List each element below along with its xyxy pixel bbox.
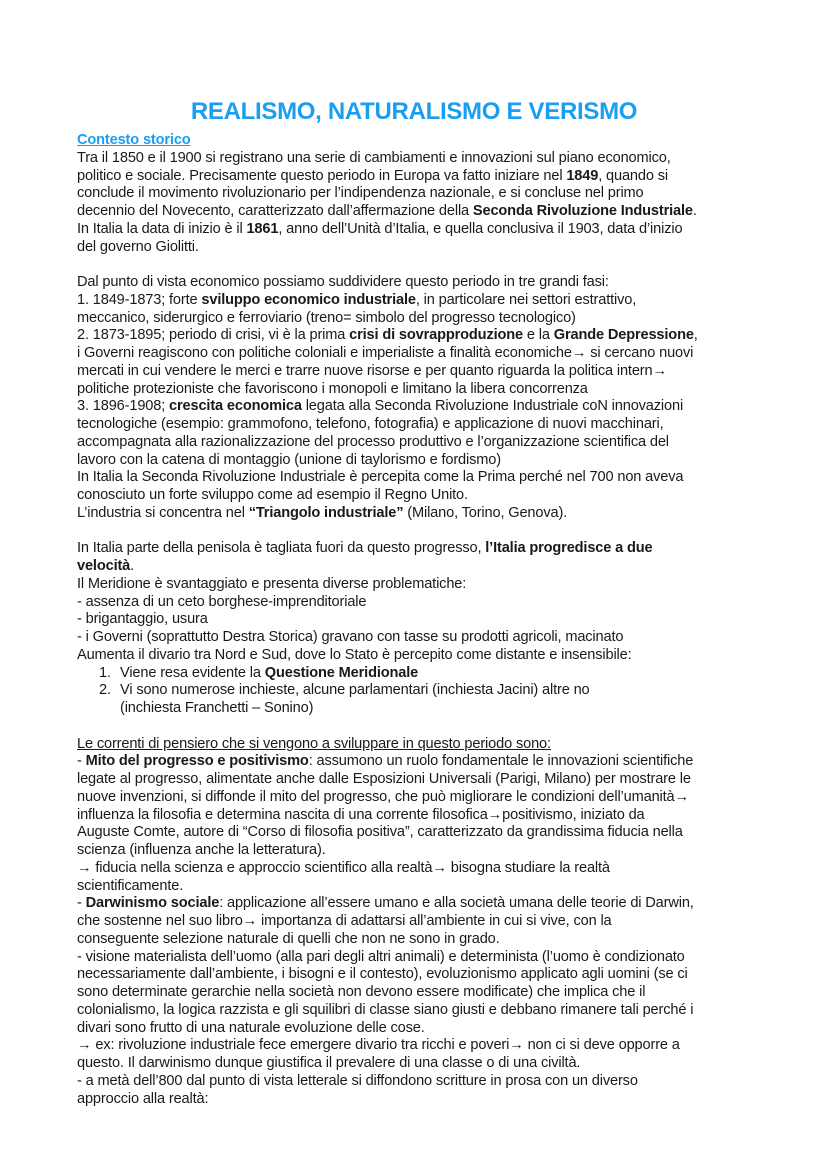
text: meccanico, siderurgico e ferroviario (treno= simbolo del progresso tecnologico) bbox=[77, 309, 576, 326]
text: , in particolare nei settori estrattivo, bbox=[415, 291, 637, 308]
text-line bbox=[77, 611, 817, 629]
text-line bbox=[77, 292, 817, 310]
text: legate al progresso, alimentate anche dalle Esposizioni Universali (Parigi, Milano) per mostrare le bbox=[77, 771, 691, 787]
text: : applicazione all’essere umano e alla società umana delle teorie di Darwin, bbox=[219, 895, 694, 912]
text: questo. Il darwinismo dunque giustifica il prevalere di una classe o di una civiltà. bbox=[77, 1055, 581, 1071]
text: lavoro con la catena di montaggio (unione di taylorismo e fordismo) bbox=[77, 451, 501, 468]
bold-text: sviluppo economico industriale bbox=[201, 291, 416, 308]
document-title: REALISMO, NATURALISMO E VERISMO bbox=[190, 98, 638, 126]
text: - bbox=[77, 895, 86, 912]
bold-text: crisi di sovrapproduzione bbox=[349, 327, 523, 344]
document-body bbox=[77, 132, 817, 1108]
text-line bbox=[77, 1073, 817, 1091]
bold-text: Grande Depressione bbox=[553, 327, 694, 344]
text: Auguste Comte, autore di “Corso di filosofia positiva”, caratterizzato da grandissima fiducia nella bbox=[77, 824, 683, 841]
text-line bbox=[77, 860, 817, 878]
text: Tra il 1850 e il 1900 si registrano una serie di cambiamenti e innovazioni sul piano economico, bbox=[77, 149, 671, 166]
text: In Italia la Seconda Rivoluzione Industriale è percepita come la Prima perché nel 700 non aveva bbox=[77, 469, 684, 486]
text: e la bbox=[523, 327, 554, 344]
text-line bbox=[77, 416, 817, 434]
text-line bbox=[77, 878, 817, 896]
text: , anno dell’Unità d’Italia, e quella conclusiva il 1903, data d’inizio bbox=[278, 220, 683, 237]
text: Aumenta il divario tra Nord e Sud, dove lo Stato è percepito come distante e insensibile: bbox=[77, 646, 632, 663]
text-line bbox=[77, 629, 817, 647]
section-heading bbox=[77, 132, 817, 150]
text-line bbox=[77, 753, 817, 771]
text: (inchiesta Franchetti – Sonino) bbox=[120, 700, 314, 716]
text: necessariamente dall’ambiente, i bisogni e il contesto), evoluzionismo applicato agli uomini (se ci bbox=[77, 966, 688, 983]
text-line bbox=[77, 221, 817, 239]
bold-text: velocità bbox=[77, 558, 131, 574]
text: politico e sociale. Precisamente questo periodo in Europa va fatto iniziare nel bbox=[77, 167, 567, 184]
text-line bbox=[77, 434, 817, 452]
text-line bbox=[77, 310, 817, 328]
text-line bbox=[77, 824, 817, 842]
text: Viene resa evidente la bbox=[120, 664, 265, 681]
text-line bbox=[77, 1091, 817, 1109]
text-line bbox=[77, 345, 817, 363]
text: 1. 1849-1873; forte bbox=[77, 291, 202, 308]
text-line bbox=[77, 487, 817, 505]
text-line bbox=[77, 540, 817, 558]
text: - brigantaggio, usura bbox=[77, 611, 208, 628]
text-line bbox=[77, 1037, 817, 1055]
text: : assumono un ruolo fondamentale le innovazioni scientifiche bbox=[308, 753, 694, 770]
text-line bbox=[77, 647, 817, 665]
text: sono determinate gerarchie nella società non devono essere modificate) che implica che il bbox=[77, 984, 646, 1000]
paragraph-spacer bbox=[77, 718, 817, 736]
text-line bbox=[77, 931, 817, 949]
text: 2. 1873-1895; periodo di crisi, vi è la prima bbox=[77, 327, 350, 344]
document-section bbox=[77, 540, 817, 718]
bold-text: Mito del progresso e positivismo bbox=[85, 753, 309, 770]
text-line bbox=[77, 700, 817, 718]
text: politiche protezioniste che favoriscono i monopoli e limitano la libera concorrenza bbox=[77, 380, 588, 397]
text: che sostenne nel suo libro→ importanza di adattarsi all’ambiente in cui si vive, con la bbox=[77, 913, 612, 929]
text: (Milano, Torino, Genova). bbox=[403, 504, 568, 521]
text: scienza (influenza anche la letteratura). bbox=[77, 842, 326, 858]
document-section bbox=[77, 132, 817, 256]
bold-text: crescita economica bbox=[169, 398, 302, 415]
text-line bbox=[77, 682, 817, 700]
text: In Italia la data di inizio è il bbox=[77, 220, 247, 237]
text: In Italia parte della penisola è tagliata fuori da questo progresso, bbox=[77, 540, 486, 557]
text-line bbox=[77, 505, 817, 523]
text: Il Meridione è svantaggiato e presenta diverse problematiche: bbox=[77, 575, 467, 592]
bold-text: l’Italia progredisce a due bbox=[485, 540, 653, 557]
text: , quando si bbox=[598, 167, 668, 184]
text: i Governi reagiscono con politiche coloniali e imperialiste a finalità economiche→ si cercano nuovi bbox=[77, 345, 694, 361]
text-line bbox=[77, 203, 817, 221]
text: Vi sono numerose inchieste, alcune parlamentari (inchiesta Jacini) altre no bbox=[120, 682, 590, 699]
document-section bbox=[77, 736, 817, 1109]
text-line bbox=[77, 239, 817, 257]
text: Dal punto di vista economico possiamo suddividere questo periodo in tre grandi fasi: bbox=[77, 274, 609, 290]
text: Le correnti di pensiero che si vengono a sviluppare in questo periodo sono: bbox=[77, 735, 551, 752]
text: del governo Giolitti. bbox=[77, 238, 199, 255]
text: tecnologiche (esempio: grammofono, telefono, fotografia) e applicazione di nuovi macchinari, bbox=[77, 416, 664, 432]
text: approccio alla realtà: bbox=[77, 1090, 209, 1107]
text-line bbox=[77, 576, 817, 594]
text-line bbox=[77, 381, 817, 399]
text-line bbox=[77, 363, 817, 381]
text: . bbox=[692, 203, 697, 219]
text-line bbox=[77, 984, 817, 1002]
text: legata alla Seconda Rivoluzione Industriale coN innovazioni bbox=[301, 398, 684, 415]
bold-text: 1849 bbox=[566, 167, 599, 184]
text-line bbox=[77, 771, 817, 789]
text-line bbox=[77, 1002, 817, 1020]
text-line bbox=[77, 949, 817, 967]
text: Contesto storico bbox=[77, 132, 191, 148]
bold-text: 1861 bbox=[246, 220, 279, 237]
list-number: 1. bbox=[99, 664, 111, 681]
text: - bbox=[77, 753, 86, 770]
text-line bbox=[77, 398, 817, 416]
text: divari sono frutto di una naturale evoluzione delle cose. bbox=[77, 1019, 425, 1036]
text-line bbox=[77, 327, 817, 345]
text-line bbox=[77, 1055, 817, 1073]
text-line bbox=[77, 185, 817, 203]
text-line bbox=[77, 168, 817, 186]
text-line bbox=[77, 594, 817, 612]
bold-text: “Triangolo industriale” bbox=[248, 504, 404, 521]
text: → fiducia nella scienza e approccio scientifico alla realtà→ bisogna studiare la realtà bbox=[77, 859, 610, 876]
list-number: 2. bbox=[99, 682, 111, 699]
text-line bbox=[77, 1020, 817, 1038]
text: conosciuto un forte sviluppo come ad esempio il Regno Unito. bbox=[77, 487, 468, 503]
text: scientificamente. bbox=[77, 877, 184, 894]
text: conseguente selezione naturale di quelli che non ne sono in grado. bbox=[77, 930, 500, 947]
text-line bbox=[77, 452, 817, 470]
text-line bbox=[77, 469, 817, 487]
document-section bbox=[77, 274, 817, 523]
text-line bbox=[77, 665, 817, 683]
bold-text: Seconda Rivoluzione Industriale bbox=[472, 203, 693, 219]
text: - assenza di un ceto borghese-imprenditoriale bbox=[77, 593, 367, 610]
bold-text: Questione Meridionale bbox=[264, 664, 419, 681]
text-line bbox=[77, 913, 817, 931]
text: 3. 1896-1908; bbox=[77, 398, 170, 415]
text-line bbox=[77, 842, 817, 860]
text: decennio del Novecento, caratterizzato dall’affermazione della bbox=[77, 203, 473, 219]
text: L’industria si concentra nel bbox=[77, 504, 249, 521]
text: mercati in cui vendere le merci e trarre nuove risorse e per quanto riguarda la politica intern→ bbox=[77, 362, 667, 379]
subsection-heading bbox=[77, 736, 817, 754]
text: colonialismo, la logica razzista e gli squilibri di classe siano giusti e debbano rimanere tali perché i bbox=[77, 1001, 694, 1018]
text-line bbox=[77, 966, 817, 984]
text-line bbox=[77, 895, 817, 913]
text-line bbox=[77, 558, 817, 576]
text: accompagnata alla razionalizzazione del processo produttivo e l’organizzazione scientifica del bbox=[77, 433, 669, 450]
text: - i Governi (soprattutto Destra Storica) gravano con tasse su prodotti agricoli, macinato bbox=[77, 629, 624, 645]
text: influenza la filosofia e determina nascita di una corrente filosofica→positivismo, iniziato da bbox=[77, 806, 645, 823]
text: nuove invenzioni, si diffonde il mito del progresso, che può migliorare le condizioni dell’umanità→ bbox=[77, 788, 689, 805]
text: - a metà dell’800 dal punto di vista letterale si diffondono scritture in prosa con un diverso bbox=[77, 1072, 638, 1089]
paragraph-spacer bbox=[77, 523, 817, 541]
text-line bbox=[77, 150, 817, 168]
text: - visione materialista dell’uomo (alla pari degli altri animali) e determinista (l’uomo è condizionato bbox=[77, 948, 685, 965]
text-line bbox=[77, 807, 817, 825]
paragraph-spacer bbox=[77, 256, 817, 274]
text: → ex: rivoluzione industriale fece emergere divario tra ricchi e poveri→ non ci si deve opporre a bbox=[77, 1037, 680, 1054]
text: . bbox=[130, 558, 135, 574]
bold-text: Darwinismo sociale bbox=[85, 895, 220, 912]
text-line bbox=[77, 274, 817, 292]
text: , bbox=[693, 327, 698, 344]
text: conclude il movimento rivoluzionario per l’indipendenza nazionale, e si concluse nel primo bbox=[77, 185, 644, 202]
text-line bbox=[77, 789, 817, 807]
